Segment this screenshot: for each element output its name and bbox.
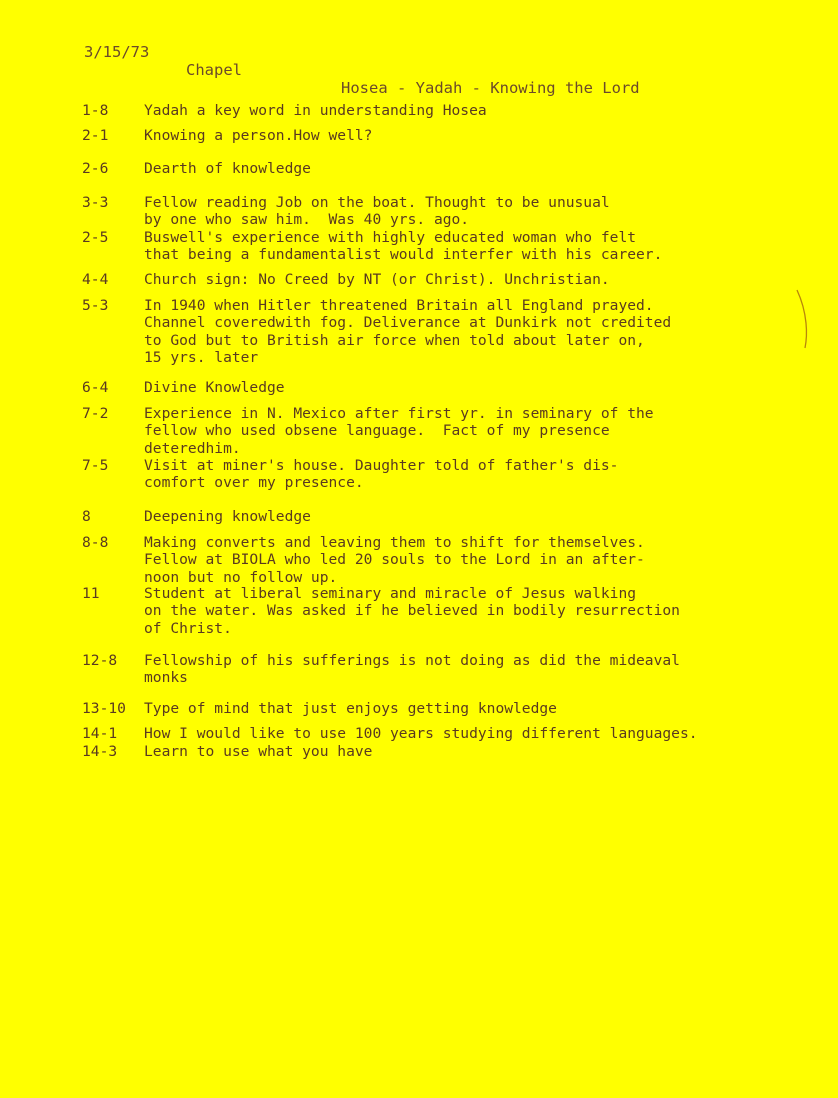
entry-line: Knowing a person.How well? — [144, 127, 373, 144]
entry-text — [144, 127, 372, 144]
entry-line: Experience in N. Mexico after first yr. in seminary of the — [144, 405, 654, 422]
entry-line: Channel coveredwith fog. Deliverance at Dunkirk not credited — [144, 314, 672, 332]
verse-reference: 13-10 — [82, 700, 126, 717]
verse-reference: 12-8 — [82, 652, 118, 669]
margin-pen-mark — [795, 288, 809, 350]
verse-reference: 6-4 — [82, 379, 109, 396]
entry-text — [144, 379, 285, 396]
entry-line: on the water. Was asked if he believed in bodily resurrection — [144, 602, 680, 620]
entry-line: of Christ. — [144, 619, 232, 637]
entry-line: Fellowship of his sufferings is not doing as did the mideaval — [144, 652, 680, 669]
entry-line: comfort over my presence. — [144, 474, 364, 492]
entry-line: Dearth of knowledge — [144, 160, 311, 177]
verse-reference: 14-3 — [82, 743, 118, 760]
entry-text — [144, 700, 557, 717]
verse-reference: 11 — [82, 585, 100, 602]
entry-text — [144, 271, 610, 288]
header-title: Hosea - Yadah - Knowing the Lord — [341, 79, 640, 97]
entry-line: Fellow reading Job on the boat. Thought to be unusual — [144, 194, 610, 211]
entry-line: Learn to use what you have — [144, 743, 373, 760]
entry-text — [144, 743, 372, 760]
entry-line: that being a fundamentalist would interfer with his career. — [144, 246, 663, 264]
entry-text — [144, 585, 680, 637]
verse-reference: 7-2 — [82, 405, 109, 422]
entry-text — [144, 725, 698, 742]
entry-line: How I would like to use 100 years studying different languages. — [144, 725, 698, 742]
verse-reference: 4-4 — [82, 271, 109, 288]
entry-text — [144, 194, 610, 229]
verse-reference: 2-6 — [82, 160, 109, 177]
entry-text — [144, 652, 680, 687]
entry-text — [144, 229, 662, 264]
entry-text — [144, 297, 671, 367]
entry-line: Yadah a key word in understanding Hosea — [144, 102, 487, 119]
entry-line: Student at liberal seminary and miracle of Jesus walking — [144, 585, 637, 602]
entry-line: Buswell's experience with highly educated woman who felt — [144, 229, 637, 246]
entry-line: In 1940 when Hitler threatened Britain all England prayed. — [144, 297, 654, 314]
entry-line: Divine Knowledge — [144, 379, 285, 396]
verse-reference: 1-8 — [82, 102, 109, 119]
entry-text — [144, 102, 487, 119]
entry-text — [144, 457, 618, 492]
entry-line: by one who saw him. Was 40 yrs. ago. — [144, 211, 470, 229]
header-place: Chapel — [186, 61, 242, 79]
verse-reference: 8 — [82, 508, 91, 525]
verse-reference: 14-1 — [82, 725, 118, 742]
entry-line: Deepening knowledge — [144, 508, 311, 525]
verse-reference: 5-3 — [82, 297, 109, 314]
entry-text — [144, 160, 311, 177]
entry-line: Visit at miner's house. Daughter told of father's dis- — [144, 457, 619, 474]
verse-reference: 3-3 — [82, 194, 109, 211]
verse-reference: 7-5 — [82, 457, 109, 474]
entry-line: Church sign: No Creed by NT (or Christ). Unchristian. — [144, 271, 610, 288]
verse-reference: 2-1 — [82, 127, 109, 144]
entry-line: Fellow at BIOLA who led 20 souls to the Lord in an after- — [144, 551, 645, 569]
verse-reference: 2-5 — [82, 229, 109, 246]
entry-line: noon but no follow up. — [144, 568, 338, 586]
entry-line: deteredhim. — [144, 439, 241, 457]
entry-line: Making converts and leaving them to shift for themselves. — [144, 534, 645, 551]
entry-line: monks — [144, 669, 188, 687]
header-date: 3/15/73 — [84, 43, 150, 61]
entry-line: 15 yrs. later — [144, 349, 259, 367]
entry-text — [144, 508, 311, 525]
entry-line: fellow who used obsene language. Fact of my presence — [144, 422, 610, 440]
verse-reference: 8-8 — [82, 534, 109, 551]
entry-text — [144, 534, 645, 586]
entry-line: Type of mind that just enjoys getting knowledge — [144, 700, 557, 717]
entry-line: to God but to British air force when told about later on, — [144, 331, 645, 349]
entry-text — [144, 405, 654, 457]
